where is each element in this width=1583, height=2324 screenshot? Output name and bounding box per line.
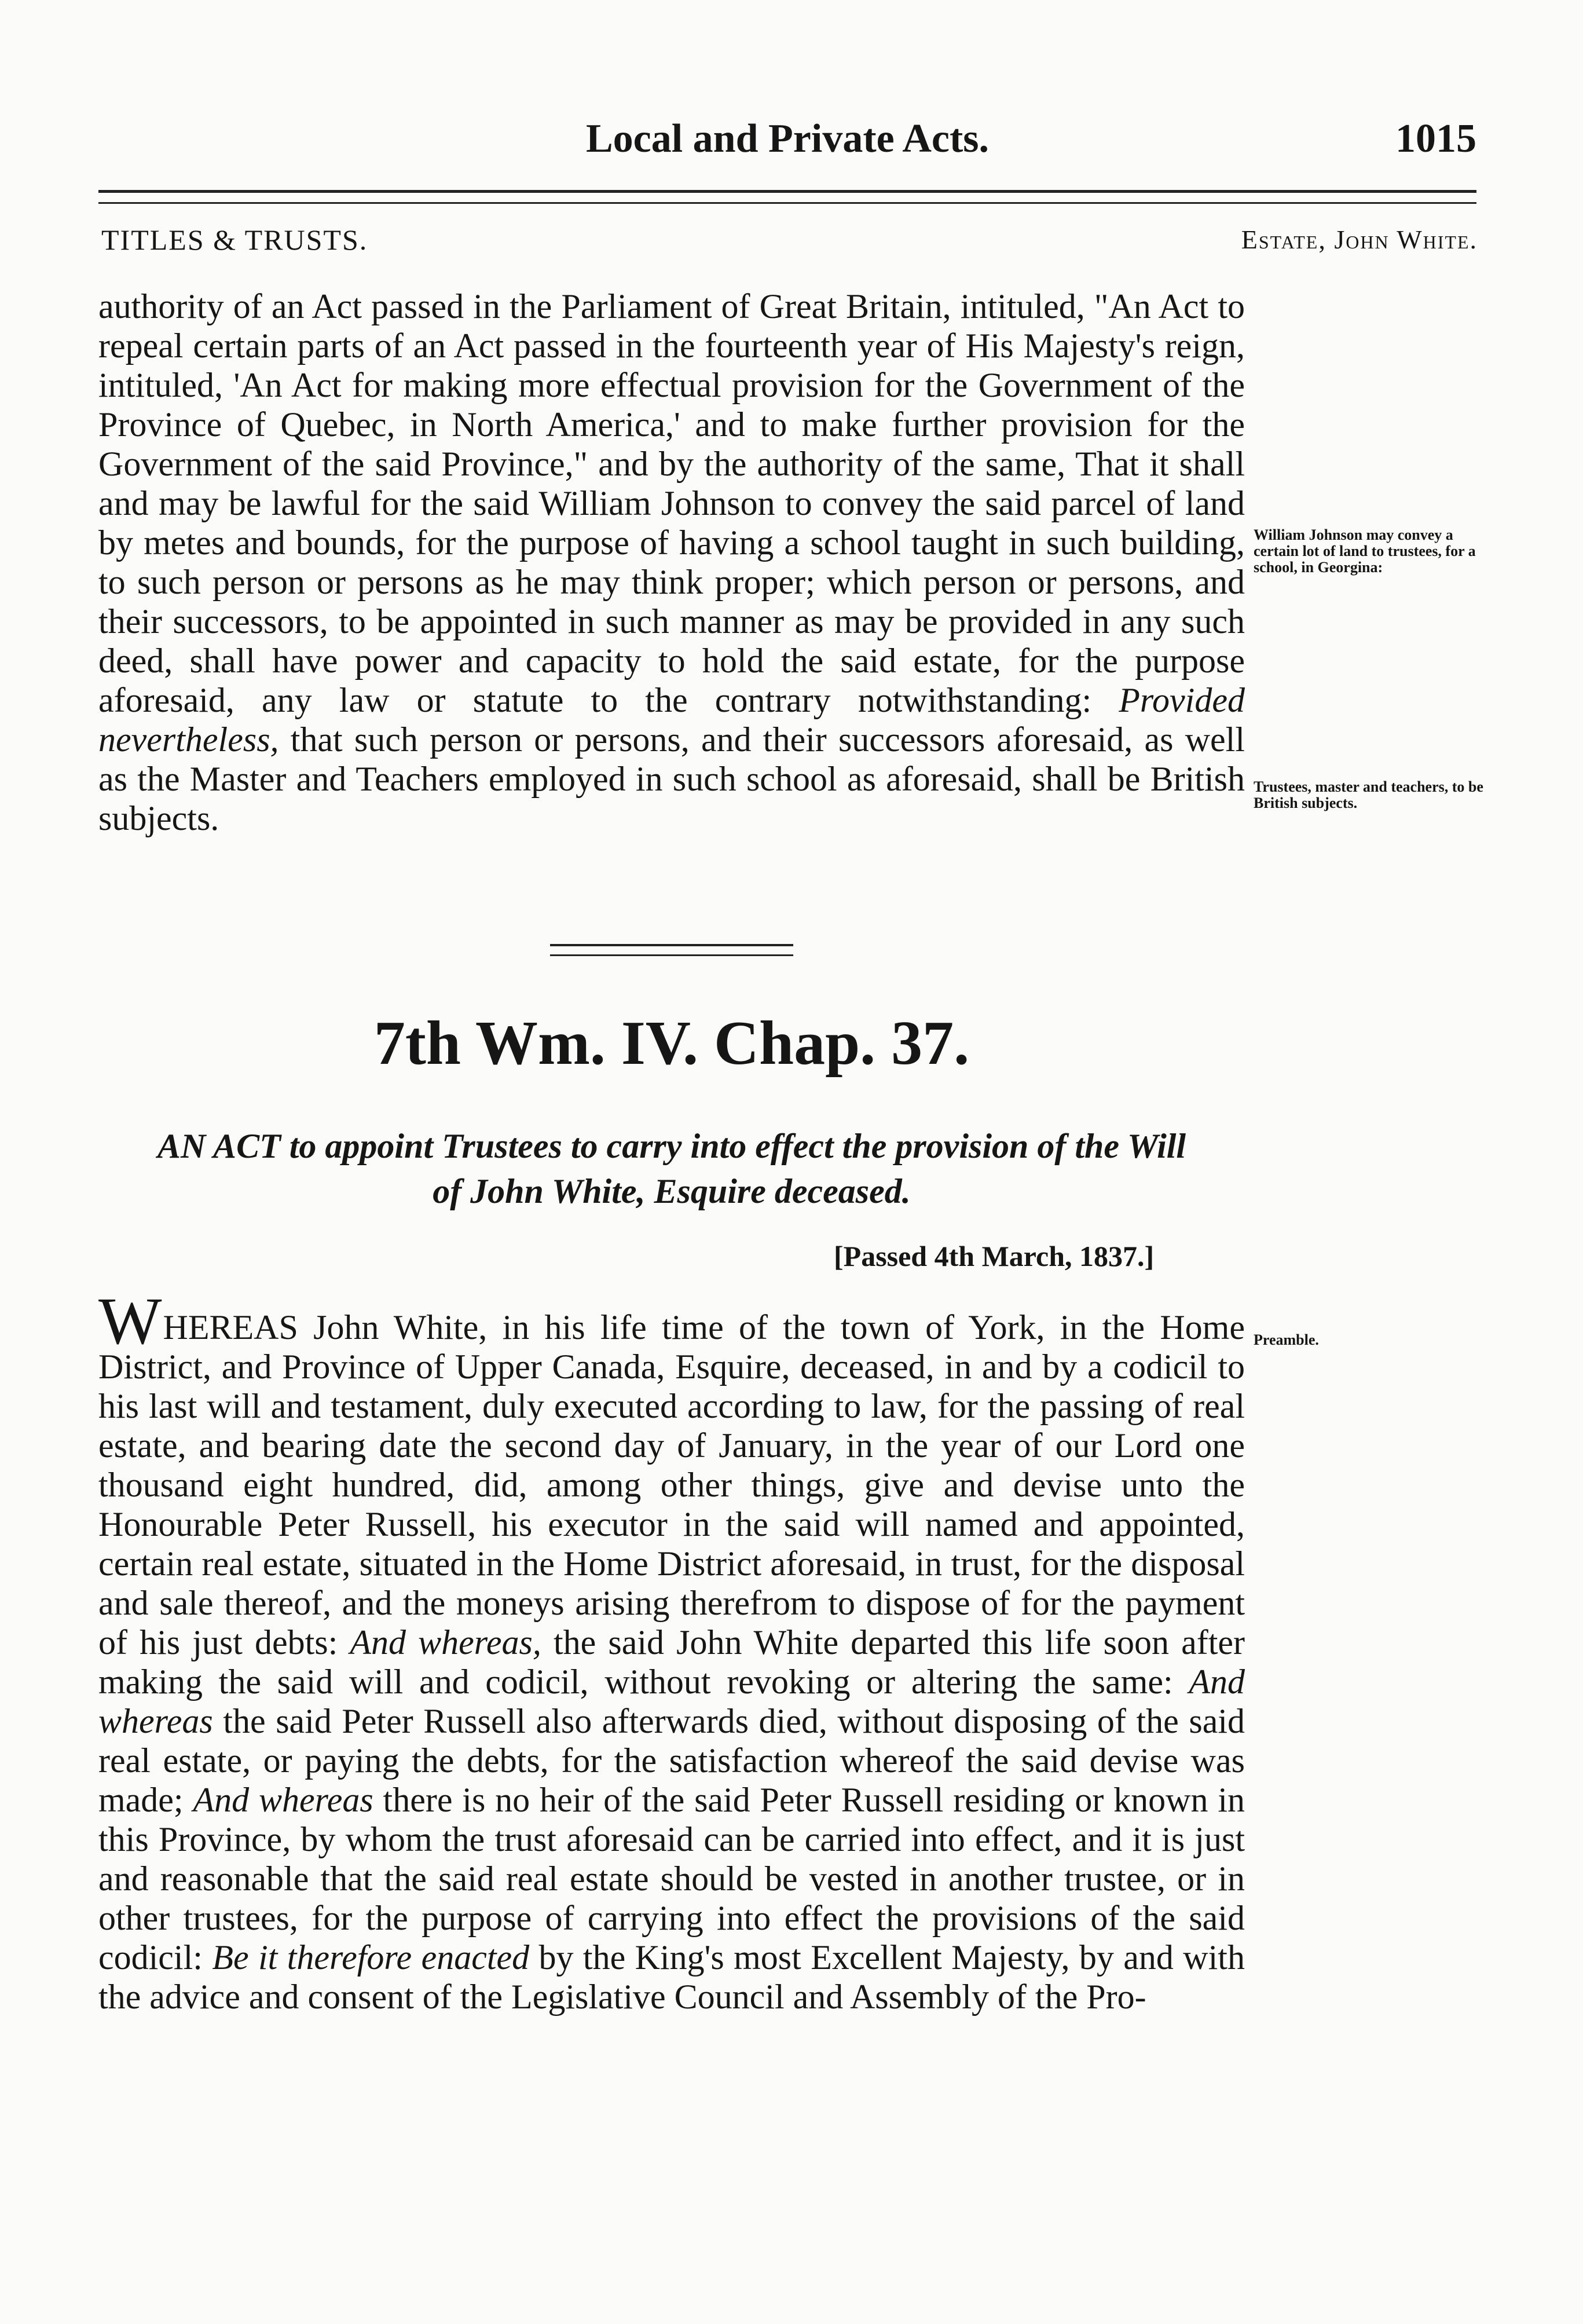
margin-note: William Johnson may convey a certain lot of land to trustees, for a school, in Georgina: — [1254, 526, 1476, 576]
section-heading-left: TITLES & TRUSTS. — [101, 224, 368, 256]
italic-phrase: And whereas — [98, 1663, 1245, 1740]
header-rule — [98, 190, 1476, 204]
passed-date: [Passed 4th March, 1837.] — [834, 1240, 1155, 1272]
preamble-paragraph — [98, 1284, 1245, 2016]
italic-phrase: Be it therefore enacted — [212, 1938, 530, 1977]
chapter-title: 7th Wm. IV. Chap. 37. — [373, 1009, 970, 1078]
running-head — [98, 116, 1476, 168]
running-title: Local and Private Acts. — [585, 116, 990, 161]
drop-cap: W — [98, 1284, 162, 1359]
text-segment: by the King's most Excellent Majesty, by and with the advice and consent of the Legislative Council and Assembly of the Pro- — [98, 1938, 1245, 2016]
section-divider — [550, 944, 793, 956]
text-segment: the said Peter Russell also afterwards died, without disposing of the said real estate, or paying the debts, for the satisfaction whereof the said devise was made; — [98, 1702, 1245, 1819]
paragraph-text: authority of an Act passed in the Parliament of Great Britain, intituled, "An Act to repeal certain parts of an Act passed in the fourteenth year of His Majesty's reign, intituled, 'An Act for making more effectual provision for the Government of the Province of Quebec, in North America,' and to make further provision for the Government of the said Province," and by the authority of the same, That it shall and may be lawful for the said William Johnson to convey the said parcel of land by metes and bounds, for the purpose of having a school taught in such building, to such person or persons as he may think proper; which person or persons, and their successors, to be appointed in such manner as may be provided in any such deed, shall have power and capacity to hold the said estate, for the purpose aforesaid, any law or statute to the contrary notwithstanding: — [98, 287, 1245, 719]
italic-phrase: And whereas, — [350, 1623, 541, 1661]
page-number: 1015 — [1395, 116, 1476, 161]
text-segment: there is no heir of the said Peter Russell residing or known in this Province, by whom the trust aforesaid can be carried into effect, and it is just and reasonable that the said real estate should be vested in another trustee, or in other trustees, for the purpose of carrying into effect the provisions of the said codicil: — [98, 1781, 1245, 1977]
section-heading-right: Estate, John White. — [1241, 225, 1478, 254]
proviso-text: that such person or persons, and their successors aforesaid, as well as the Master and Teachers employed in such school as aforesaid, shall be British subjects. — [98, 720, 1245, 837]
proviso-italic: Provided nevertheless, — [98, 681, 1245, 759]
margin-note-preamble: Preamble. — [1254, 1331, 1319, 1348]
margin-note: Trustees, master and teachers, to be British subjects. — [1254, 778, 1483, 811]
text-segment: the said John White departed this life soon after making the said will and codicil, without revoking or altering the same: — [98, 1623, 1245, 1701]
italic-phrase: And whereas — [193, 1781, 373, 1819]
previous-act-paragraph — [98, 287, 1245, 838]
act-title: AN ACT to appoint Trustees to carry into effect the provision of the Will of John White, Esquire deceased. — [157, 1127, 1186, 1210]
text-segment: HEREAS John White, in his life time of the town of York, in the Home District, and Province of Upper Canada, Esquire, deceased, in and by a codicil to his last will and testament, duly executed according to law, for the passing of real estate, and bearing date the second day of January, in the year of our Lord one thousand eight hundred, did, among other things, give and devise unto the Honourable Peter Russell, his executor in the said will named and appointed, certain real estate, situated in the Home District aforesaid, in trust, for the disposal and sale thereof, and the moneys arising therefrom to dispose of for the payment of his just debts: — [98, 1308, 1245, 1661]
